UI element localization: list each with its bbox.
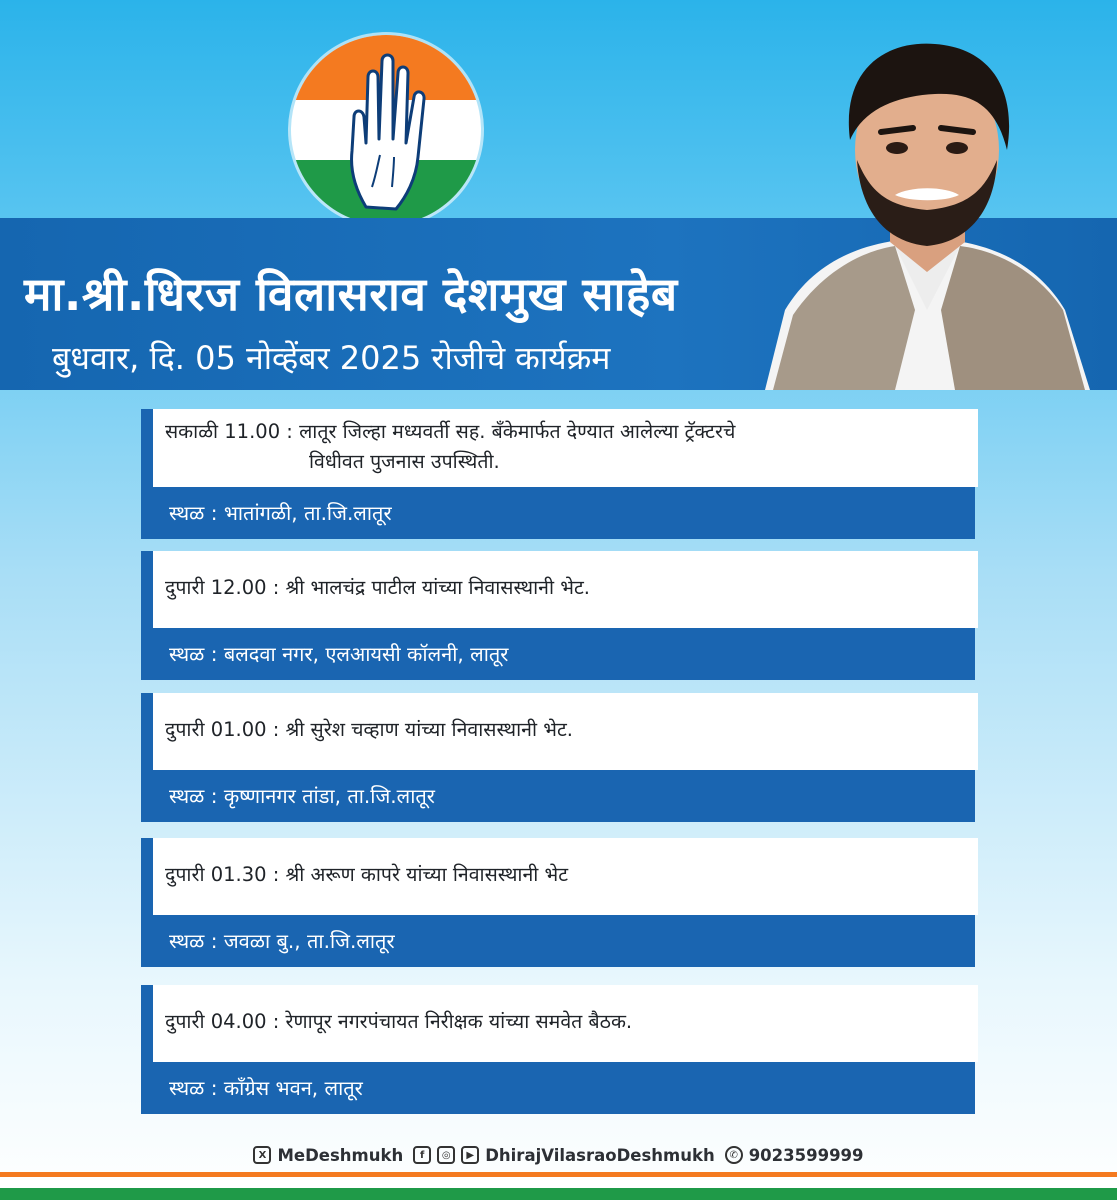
white-stripe xyxy=(0,1177,1117,1188)
facebook-icon: f xyxy=(413,1146,431,1164)
event-location: स्थळ : कॉंग्रेस भवन, लातूर xyxy=(153,1062,975,1114)
event-card xyxy=(141,838,975,967)
instagram-icon: ◎ xyxy=(437,1146,455,1164)
event-location: स्थळ : भातांगळी, ता.जि.लातूर xyxy=(153,487,975,539)
whatsapp-icon: ✆ xyxy=(725,1146,743,1164)
social-handle: DhirajVilasraoDeshmukh xyxy=(485,1145,715,1165)
event-bracket xyxy=(141,838,153,967)
event-card xyxy=(141,551,975,680)
event-line: दुपारी 01.00 : श्री सुरेश चव्हाण यांच्या निवासस्थानी भेट. xyxy=(165,718,573,741)
hand-icon xyxy=(336,47,436,217)
event-card xyxy=(141,693,975,822)
event-description xyxy=(153,838,978,915)
event-bracket xyxy=(141,551,153,680)
event-line: दुपारी 04.00 : रेणापूर नगरपंचायत निरीक्षक यांच्या समवेत बैठक. xyxy=(165,1010,633,1033)
event-card xyxy=(141,409,975,539)
event-description xyxy=(153,409,978,487)
whatsapp-number: 9023599999 xyxy=(748,1145,864,1165)
x-icon: X xyxy=(253,1146,271,1164)
event-description xyxy=(153,551,978,628)
leader-portrait xyxy=(745,10,1105,390)
event-line-continued: विधीवत पुजनास उपस्थिती. xyxy=(309,450,500,473)
event-location: स्थळ : बलदवा नगर, एलआयसी कॉलनी, लातूर xyxy=(153,628,975,680)
event-location: स्थळ : जवळा बु., ता.जि.लातूर xyxy=(153,915,975,967)
x-handle: MeDeshmukh xyxy=(277,1145,404,1165)
social-footer xyxy=(0,1140,1117,1170)
event-bracket xyxy=(141,693,153,822)
event-description xyxy=(153,693,978,770)
page-title: मा.श्री.धिरज विलासराव देशमुख साहेब xyxy=(24,267,678,321)
event-bracket xyxy=(141,985,153,1114)
green-stripe xyxy=(0,1188,1117,1200)
event-line: दुपारी 12.00 : श्री भालचंद्र पाटील यांच्या निवासस्थानी भेट. xyxy=(165,576,590,599)
event-bracket xyxy=(141,409,153,539)
event-card xyxy=(141,985,975,1114)
event-line: दुपारी 01.30 : श्री अरूण कापरे यांच्या निवासस्थानी भेट xyxy=(165,863,569,886)
party-logo xyxy=(291,35,481,225)
event-description xyxy=(153,985,978,1062)
event-line: सकाळी 11.00 : लातूर जिल्हा मध्यवर्ती सह. बँकेमार्फत देण्यात आलेल्या ट्रॅक्टरचे xyxy=(165,420,736,443)
event-location: स्थळ : कृष्णानगर तांडा, ता.जि.लातूर xyxy=(153,770,975,822)
youtube-icon: ▶ xyxy=(461,1146,479,1164)
page-subtitle: बुधवार, दि. 05 नोव्हेंबर 2025 रोजीचे कार्यक्रम xyxy=(52,339,611,377)
portrait-illustration xyxy=(745,10,1105,390)
